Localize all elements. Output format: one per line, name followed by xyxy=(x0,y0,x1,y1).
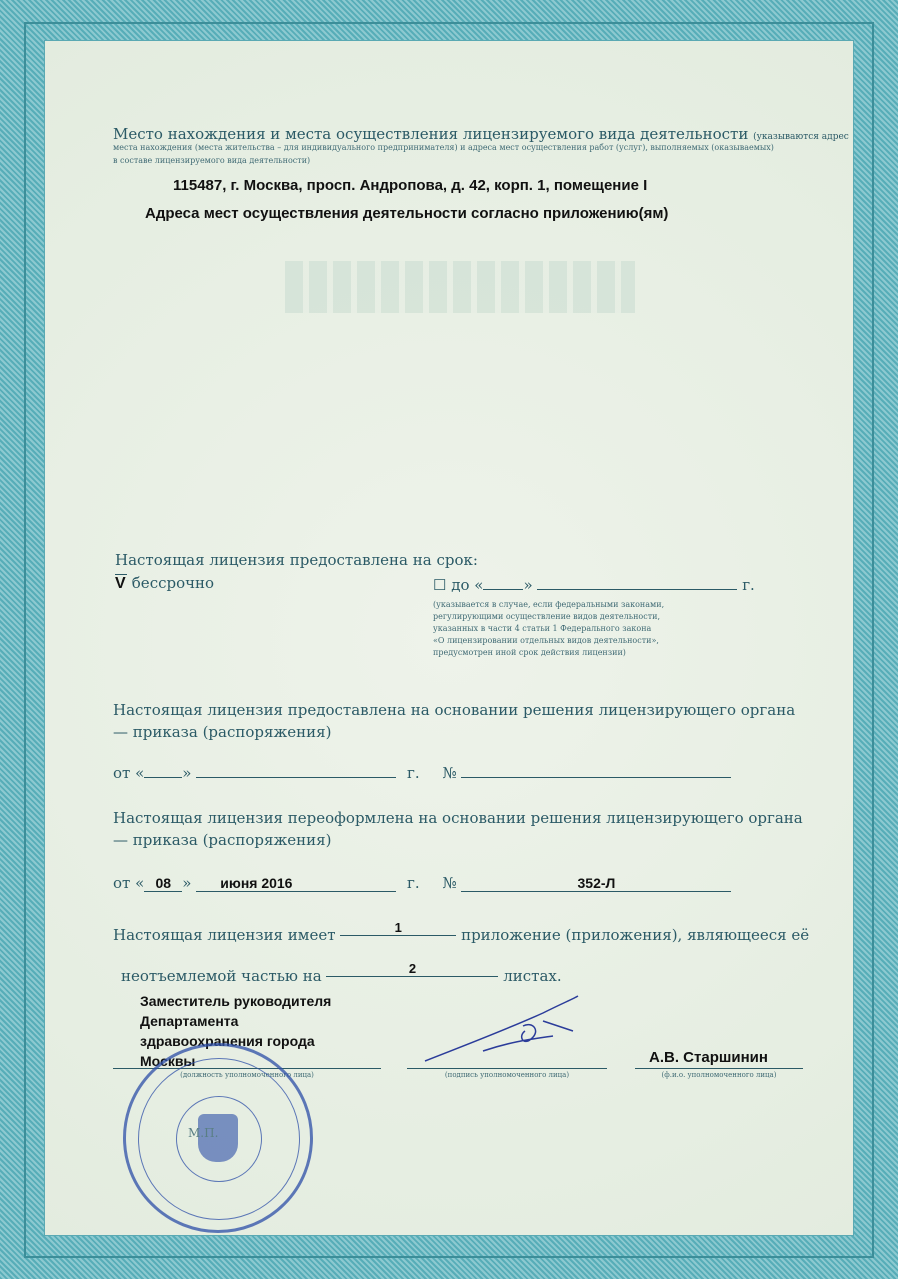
header-note-line3: в составе лицензируемого вида деятельности) xyxy=(113,156,311,165)
caption-signature: (подпись уполномоченного лица) xyxy=(444,1071,570,1079)
header-title: Место нахождения и места осуществления лицензируемого вида деятельности (указываются адрес xyxy=(113,125,849,143)
official-stamp xyxy=(123,1043,313,1233)
ghost-watermark xyxy=(285,261,635,313)
name-line xyxy=(635,1068,803,1069)
term-heading: Настоящая лицензия предоставлена на срок: xyxy=(115,551,478,569)
term-until-row: ☐ до « » г. xyxy=(433,576,755,594)
signatory-name: А.В. Старшинин xyxy=(649,1049,768,1066)
signatory-position: Заместитель руководителя Департамента здравоохранения города Москвы xyxy=(140,993,332,1069)
address: 115487, г. Москва, просп. Андропова, д. 42, корп. 1, помещение I xyxy=(173,177,648,194)
reissue-order-no: 352-Л xyxy=(461,875,731,892)
annex-count: 1 xyxy=(340,920,456,936)
caption-name: (ф.и.о. уполномоченного лица) xyxy=(661,1071,777,1079)
annex-sheets: 2 xyxy=(326,961,498,977)
term-note: (указывается в случае, если федеральными законами, регулирующими осуществление видов деятельности, указанных в части 4 статьи 1 Федерального закона «О лицензировании отдельных видов деятельности», предусмотрен иной срок действия лицензии) xyxy=(433,600,665,657)
stamp-label: М.П. xyxy=(188,1126,219,1140)
paper-area xyxy=(44,40,854,1236)
check-mark-icon: V xyxy=(115,575,126,592)
caption-position: (должность уполномоченного лица) xyxy=(180,1071,314,1079)
reissue-line1: Настоящая лицензия переоформлена на основании решения лицензирующего органа xyxy=(113,809,803,827)
reissue-day: 08 xyxy=(144,875,182,892)
header-note-line2: места нахождения (места жительства – для индивидуального предпринимателя) и адреса мест осуществления работ (услуг), выполняемых (оказываемых) xyxy=(113,143,774,152)
reissue-line2: — приказа (распоряжения) xyxy=(113,831,332,849)
annex-row2: неотъемлемой частью на 2 листах. xyxy=(121,961,562,985)
reissue-from-row: от « 08 » июня 2016 г. № 352-Л xyxy=(113,874,731,892)
basis-line1: Настоящая лицензия предоставлена на основании решения лицензирующего органа xyxy=(113,701,796,719)
reissue-month-year: июня 2016 xyxy=(196,875,396,892)
signature-drawing xyxy=(423,991,603,1071)
annex-row: Настоящая лицензия имеет 1 приложение (приложения), являющееся её xyxy=(113,920,810,944)
basis-line2: — приказа (распоряжения) xyxy=(113,723,332,741)
basis-from-row: от « » г. № xyxy=(113,764,731,782)
places: Адреса мест осуществления деятельности согласно приложению(ям) xyxy=(145,205,669,222)
term-indefinite-row: V бессрочно xyxy=(115,574,215,592)
